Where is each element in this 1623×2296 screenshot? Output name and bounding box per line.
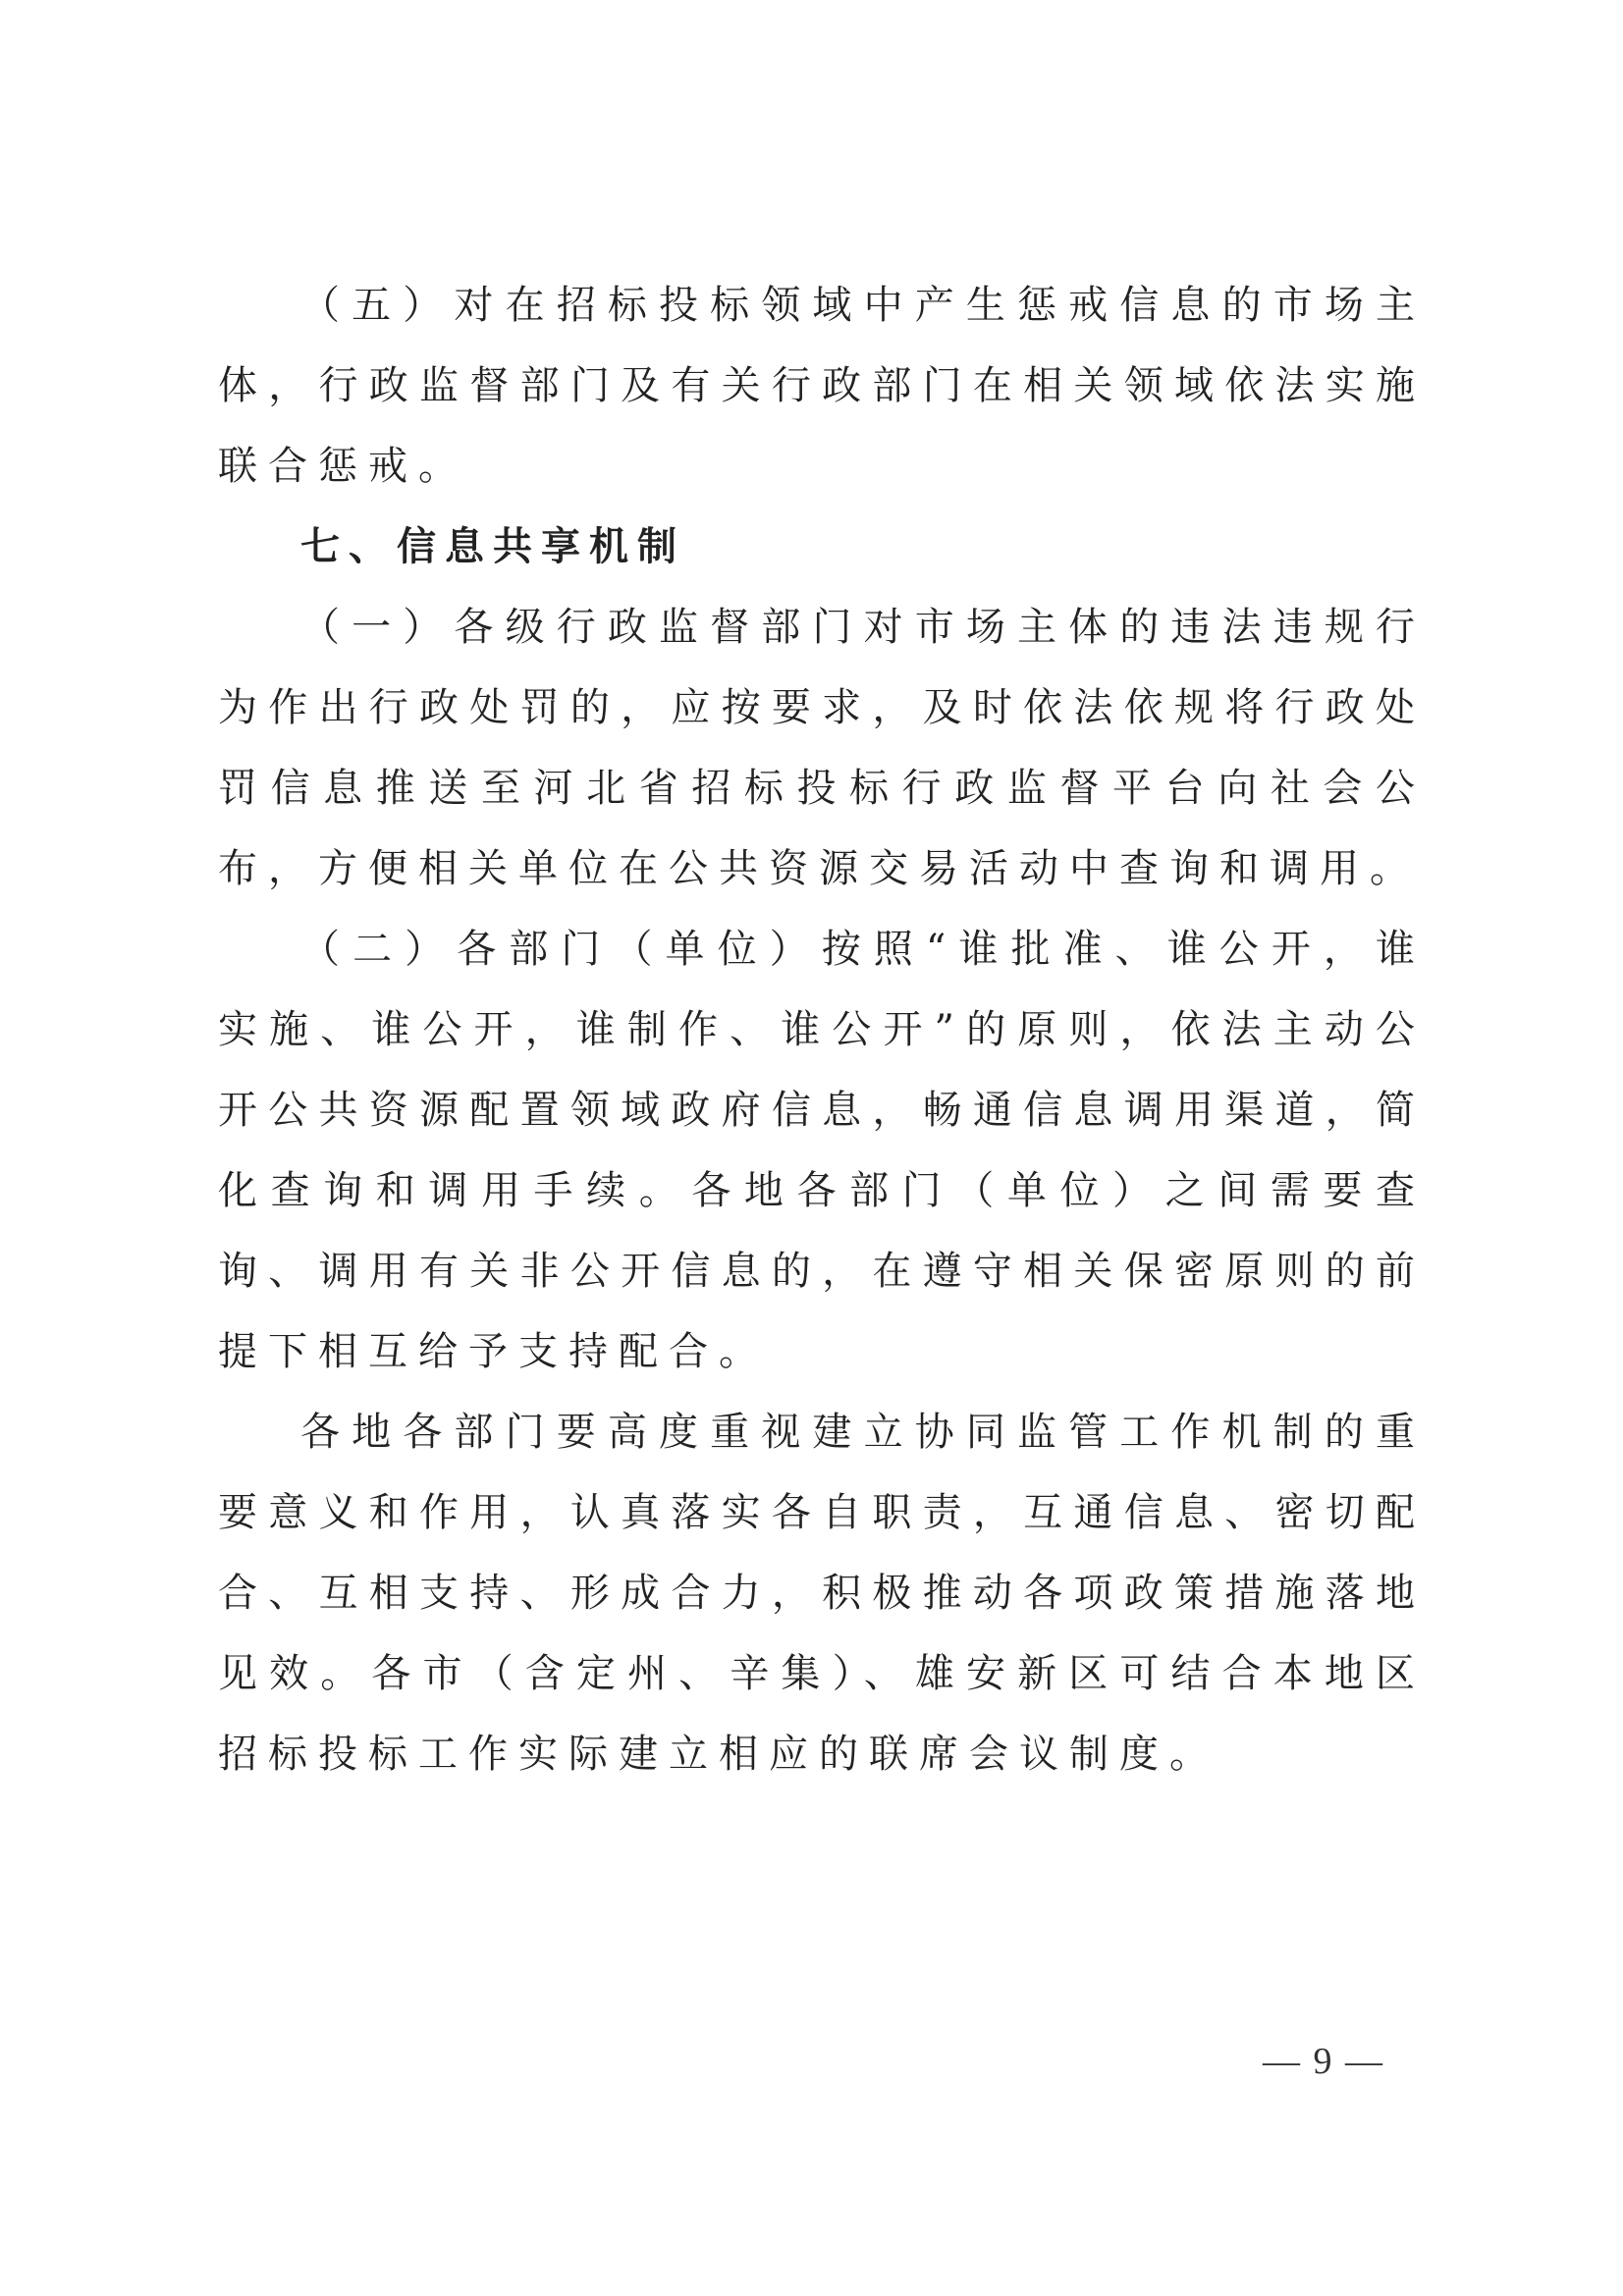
document-body [218,265,1426,1794]
page-number: — 9 — [1263,2041,1384,2082]
section-heading-info-sharing: 七、信息共享机制 [300,524,685,569]
paragraph-closing: 各地各部门要高度重视建立协同监管工作机制的重要意义和作用，认真落实各自职责，互通信息、密切配合、互相支持、形成合力，积极推动各项政策措施落地见效。各市（含定州、辛集）、雄安新区可结合本地区招标投标工作实际建立相应的联席会议制度。 [218,1410,1426,1777]
paragraph-section-7-item-2: （二）各部门（单位）按照“谁批准、谁公开，谁实施、谁公开，谁制作、谁公开”的原则，依法主动公开公共资源配置领域政府信息，畅通信息调用渠道，简化查询和调用手续。各地各部门（单位）之间需要查询、调用有关非公开信息的，在遵守相关保密原则的前提下相互给予支持配合。 [218,927,1426,1374]
paragraph-item-5: （五）对在招标投标领域中产生惩戒信息的市场主体，行政监督部门及有关行政部门在相关领域依法实施联合惩戒。 [218,283,1426,489]
paragraph-section-7-item-1: （一）各级行政监督部门对市场主体的违法违规行为作出行政处罚的，应按要求，及时依法依规将行政处罚信息推送至河北省招标投标行政监督平台向社会公布，方便相关单位在公共资源交易活动中查询和调用。 [218,605,1426,891]
